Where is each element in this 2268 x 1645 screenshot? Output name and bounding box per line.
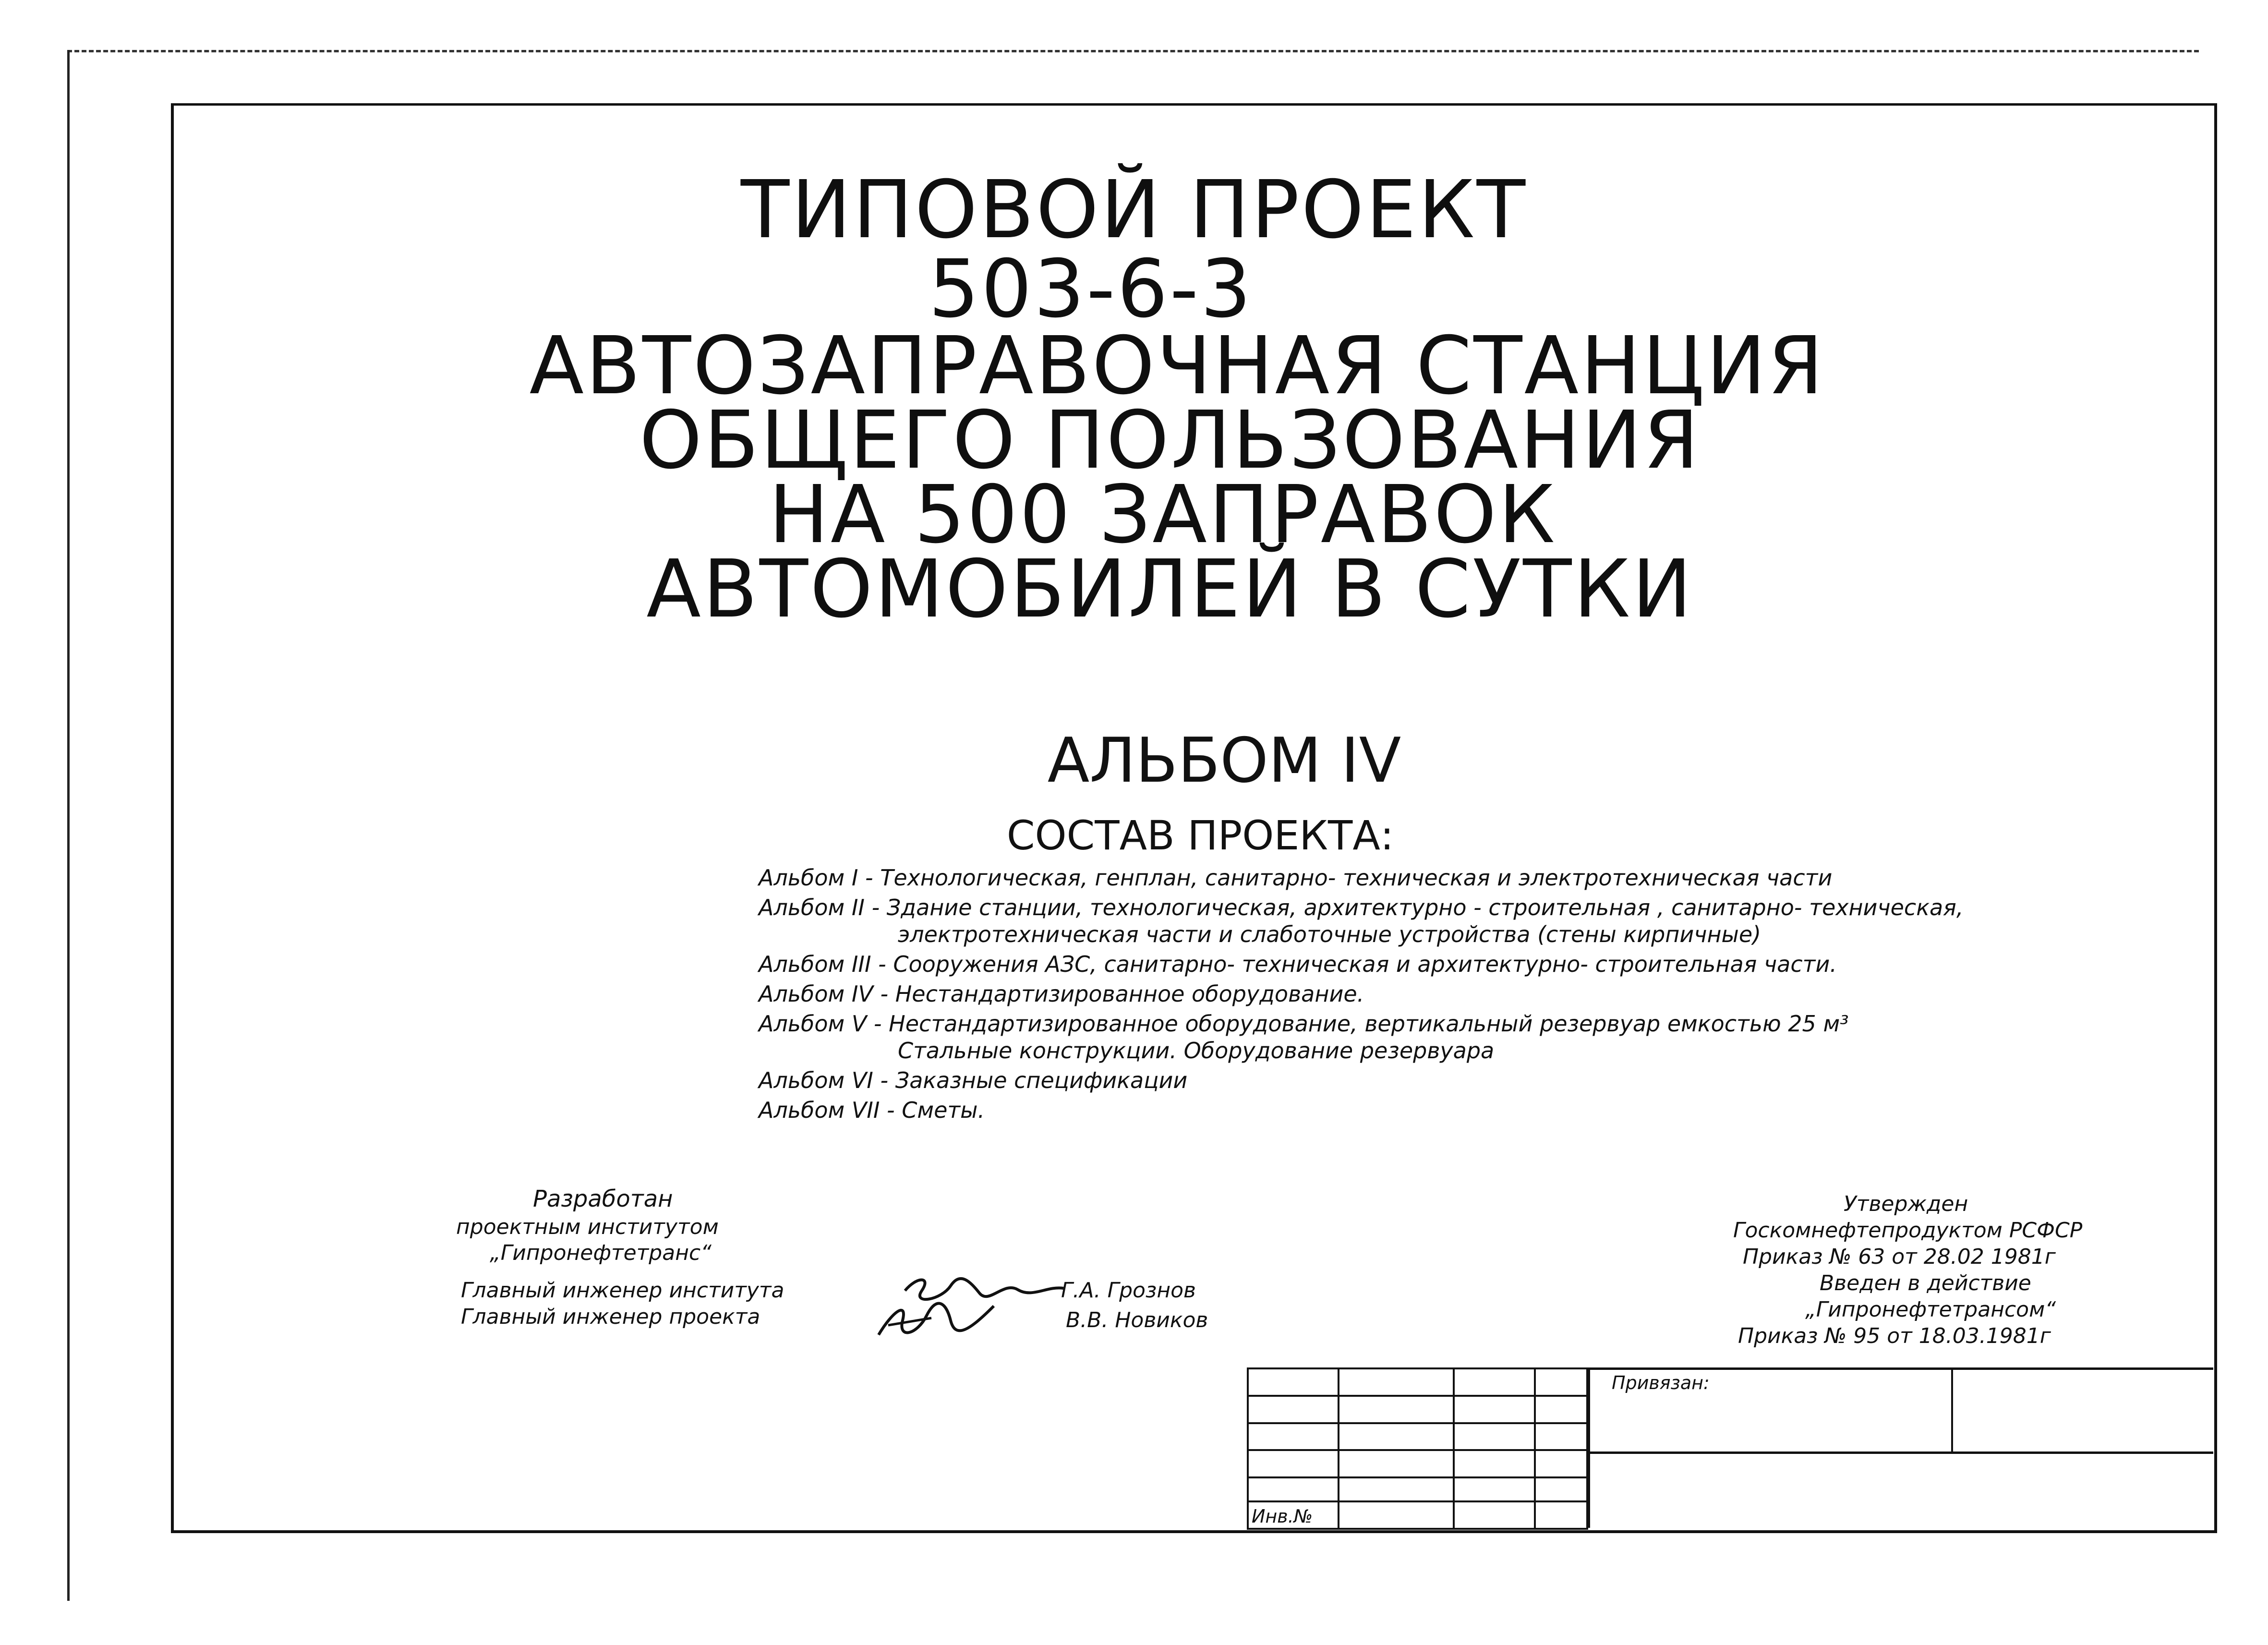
album-number: Альбом II (759, 895, 865, 920)
title-stamp (1247, 1367, 2211, 1528)
album-number: Альбом V (759, 1011, 867, 1037)
album-description: - Нестандартизированное оборудование, вертикальный резервуар емкостью 25 м³ (873, 1011, 1849, 1037)
album-description: - Сметы. (887, 1097, 985, 1123)
album-description: - Здание станции, технологическая, архитектурно - строительная , санитарно- техническая, (871, 895, 1964, 920)
album-number: Альбом III (759, 951, 871, 977)
developer-institute-line: проектным институтом (456, 1215, 719, 1239)
title-line: ТИПОВОЙ ПРОЕКТ (740, 164, 1528, 256)
album-description-continued: электротехническая части и слаботочные устройства (стены кирпичные) (898, 921, 1761, 947)
approval-order: Приказ № 63 от 28.02 1981г (1743, 1245, 2056, 1269)
developer-institute-name: „Гипронефтетранс“ (490, 1241, 712, 1265)
title-line: НА 500 ЗАПРАВОК (769, 469, 1557, 561)
album-row (759, 894, 2199, 948)
enactment-authority: „Гипронефтетрансом“ (1805, 1297, 2056, 1322)
sheet-edge-top (67, 50, 2199, 52)
chief-project-label: Главный инженер проекта (461, 1305, 760, 1329)
album-description: - Сооружения АЗС, санитарно- техническая и архитектурно- строительная части. (878, 951, 1837, 977)
title-line: ОБЩЕГО ПОЛЬЗОВАНИЯ (639, 394, 1701, 487)
inventory-label: Инв.№ (1252, 1506, 1313, 1527)
developer-label: Разработан (533, 1185, 673, 1212)
stamp-bottom-cell (1588, 1449, 2213, 1528)
album-description: - Технологическая, генплан, санитарно- техническая и электротехническая части (865, 865, 1833, 891)
album-row (759, 980, 2199, 1007)
album-heading: АЛЬБОМ IV (1047, 725, 1401, 797)
chief-project-name: В.В. Новиков (1066, 1308, 1208, 1332)
enactment-order: Приказ № 95 от 18.03.1981г (1738, 1324, 2051, 1348)
album-description-continued: Стальные конструкции. Оборудование резервуара (898, 1038, 1495, 1064)
title-line: АВТОЗАПРАВОЧНАЯ СТАНЦИЯ (529, 320, 1825, 412)
album-row (759, 864, 2199, 891)
chief-institute-name: Г.А. Грознов (1061, 1278, 1196, 1303)
album-description: - Нестандартизированное оборудование. (880, 981, 1364, 1007)
album-list (759, 864, 2199, 1126)
signature-mark (874, 1292, 999, 1344)
title-line: АВТОМОБИЛЕЙ В СУТКИ (646, 543, 1694, 636)
album-number: Альбом IV (759, 981, 873, 1007)
approval-authority: Госкомнефтепродуктом РСФСР (1733, 1218, 2083, 1243)
album-number: Альбом VI (759, 1067, 873, 1093)
chief-institute-label: Главный инженер института (461, 1278, 784, 1303)
enactment-label: Введен в действие (1820, 1271, 2031, 1295)
composition-heading: СОСТАВ ПРОЕКТА: (1006, 812, 1394, 859)
project-number: 503-6-3 (929, 243, 1253, 336)
album-row (759, 1010, 2199, 1064)
album-row (759, 1097, 2199, 1124)
album-description: - Заказные спецификации (880, 1067, 1188, 1093)
album-row (759, 1067, 2199, 1094)
approval-label: Утвержден (1844, 1192, 1968, 1216)
album-number: Альбом I (759, 865, 858, 891)
attached-label: Привязан: (1612, 1372, 1710, 1393)
album-row (759, 951, 2199, 978)
album-number: Альбом VII (759, 1097, 880, 1123)
